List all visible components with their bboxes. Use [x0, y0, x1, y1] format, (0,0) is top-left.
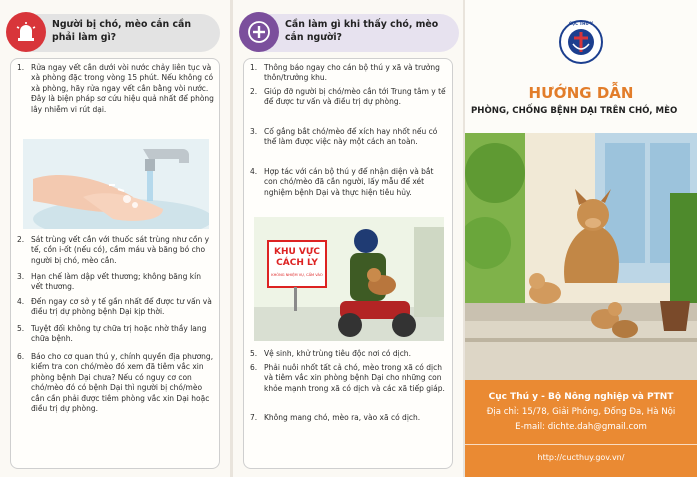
item-number: 1. [250, 63, 258, 72]
quarantine-illustration [254, 217, 444, 341]
panel1-title: Người bị chó, mèo cắn cần phải làm gì? [52, 19, 192, 43]
item-number: 2. [17, 235, 25, 244]
item-text: Đến ngay cơ sở y tế gần nhất để được tư vấn và điều trị dự phòng bệnh Dại kịp thời. [31, 297, 212, 317]
logo-text: CỤC THÚ Y [568, 21, 594, 26]
plus-icon [239, 12, 279, 52]
item-text: Giúp đỡ người bị chó/mèo cắn tới Trung tâm y tế để được tư vấn và điều trị dự phòng. [264, 87, 446, 107]
item-number: 5. [17, 324, 25, 333]
contact-footer [465, 380, 697, 477]
email-text: E-mail: dichte.dah@gmail.com [515, 422, 647, 432]
item-number: 3. [17, 272, 25, 281]
item-number: 4. [17, 297, 25, 306]
item-text: Hạn chế làm dập vết thương; không băng kín vết thương. [31, 272, 201, 292]
item-text: Sát trùng vết cắn với thuốc sát trùng như cồn y tế, cồn i-ốt (nếu có), cầm máu và băng bó cho người bị chó, mèo cắn. [31, 235, 210, 265]
quarantine-sign-subtext: KHÔNG NHIỆM VỤ, CẤM VÀO [271, 273, 323, 277]
footer-divider [465, 444, 697, 445]
panel1-list-box [10, 58, 220, 469]
panel-bitten-guidance [0, 0, 230, 477]
panel1-header [8, 14, 220, 52]
panel2-list-box [243, 58, 453, 469]
item-text: Cố gắng bắt chó/mèo để xích hay nhốt nếu có thể làm được việc này một cách an toàn. [264, 127, 438, 147]
item-text: Vệ sinh, khử trùng tiêu độc nơi có dịch. [264, 349, 411, 358]
cover-subtitle: PHÒNG, CHỐNG BỆNH DẠI TRÊN CHÓ, MÈO [471, 106, 678, 116]
item-text: Rửa ngay vết cắn dưới vòi nước chảy liên tục và xà phòng đặc trong vòng 15 phút. Nếu không có xà phòng, hãy rửa ngay vết cắn bằng vòi nước. Đây là biện pháp sơ cứu hiệu quả nhất để phòng lây nhiễm vi rút dại. [31, 63, 214, 114]
panel-cover [465, 0, 697, 477]
item-text: Không mang chó, mèo ra, vào xã có dịch. [264, 413, 421, 422]
item-text: Hợp tác với cán bộ thú y để nhận diện và bắt con chó/mèo đã cắn người, lấy mẫu để xét nghiệm bệnh Dại và thực hiện tiêu hủy. [264, 167, 434, 197]
panel-witness-guidance [233, 0, 463, 477]
organization-name: Cục Thú y - Bộ Nông nghiệp và PTNT [488, 392, 674, 402]
alarm-icon [6, 12, 46, 52]
handwashing-illustration [23, 139, 209, 229]
address-text: Địa chỉ: 15/78, Giải Phóng, Đống Đa, Hà Nội [486, 407, 676, 417]
item-number: 6. [250, 363, 258, 372]
quarantine-sign-text: KHU VỰC CÁCH LY [273, 247, 321, 268]
panel2-title: Cần làm gì khi thấy chó, mèo cắn người? [285, 19, 439, 43]
item-number: 3. [250, 127, 258, 136]
department-logo [559, 20, 603, 64]
item-number: 7. [250, 413, 258, 422]
website-link[interactable]: http://cucthuy.gov.vn/ [537, 453, 625, 462]
panel2-header [241, 14, 459, 52]
dogs-illustration [465, 133, 697, 380]
item-number: 5. [250, 349, 258, 358]
item-number: 2. [250, 87, 258, 96]
item-text: Tuyệt đối không tự chữa trị hoặc nhờ thầy lang chữa bệnh. [31, 324, 207, 344]
cover-title: HƯỚNG DẪN [528, 84, 634, 102]
item-number: 6. [17, 352, 25, 361]
item-text: Thông báo ngay cho cán bộ thú y xã và trưởng thôn/trưởng khu. [264, 63, 440, 83]
item-text: Phải nuôi nhốt tất cả chó, mèo trong xã có dịch và tiêm vắc xin phòng bệnh Dại cho những con khỏe mạnh trong xã có dịch và các xã tiếp giáp. [264, 363, 445, 393]
item-text: Báo cho cơ quan thú y, chính quyền địa phương, kiểm tra con chó/mèo đó xem đã tiêm vắc xin phòng bệnh Dại chưa? Nếu có nguy cơ con chó/mèo đó có bệnh Dại thì người bị chó/mèo cắn cần phải được tiêm phòng vắc xin Dại hoặc điều trị dự phòng. [31, 352, 214, 414]
item-number: 4. [250, 167, 258, 176]
item-number: 1. [17, 63, 25, 72]
